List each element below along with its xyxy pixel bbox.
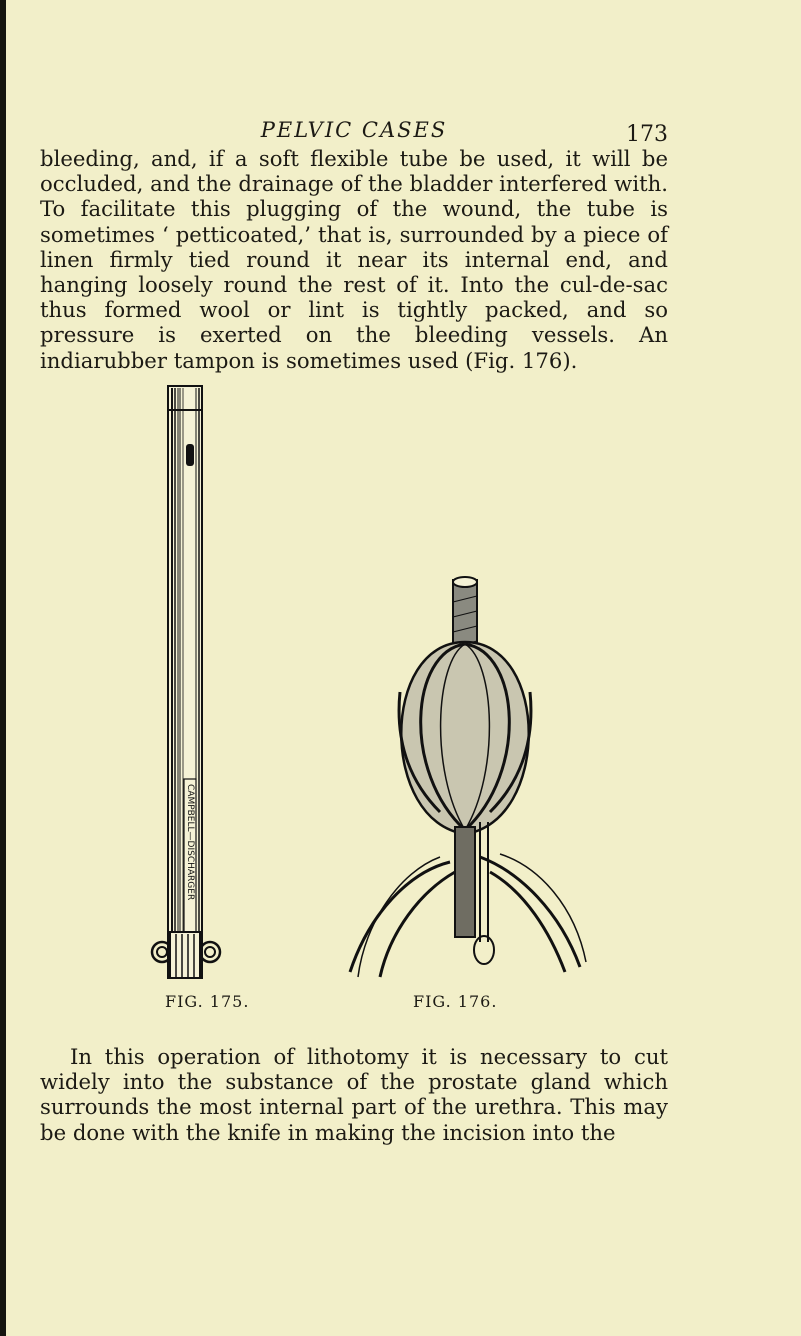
page-edge [0, 0, 6, 1336]
figure-176-caption: FIG. 176. [413, 992, 498, 1011]
page-header [40, 114, 668, 146]
running-head: PELVIC CASES [260, 118, 448, 142]
paragraph-2: In this operation of lithotomy it is necessary to cut widely into the substance of the prostate gland which surrounds the most internal part of the urethra. This may be done with the knife in making the incision into the [40, 1044, 668, 1145]
figure-175 [150, 384, 240, 982]
tube-inscription: CAMPBELL—DISCHARGER [185, 784, 195, 901]
tampon-illustration [340, 572, 590, 984]
paragraph-1: bleeding, and, if a soft flexible tube be used, it will be occluded, and the drainage of the bladder interfered with. To facilitate this plugging of the wound, the tube is sometimes ‘ petticoated,’ that is, surrounded by a piece of linen firmly tied round it near its internal end, and hanging loosely round the rest of it. Into the cul-de-sac thus formed wool or lint is tightly packed, and so pressure is exerted on the bleeding vessels. An indiarubber tampon is sometimes used (Fig. 176). [40, 146, 668, 373]
figure-176 [340, 572, 590, 984]
page-number: 173 [626, 122, 668, 147]
figure-175-caption: FIG. 175. [165, 992, 250, 1011]
cannula-illustration [150, 384, 240, 982]
